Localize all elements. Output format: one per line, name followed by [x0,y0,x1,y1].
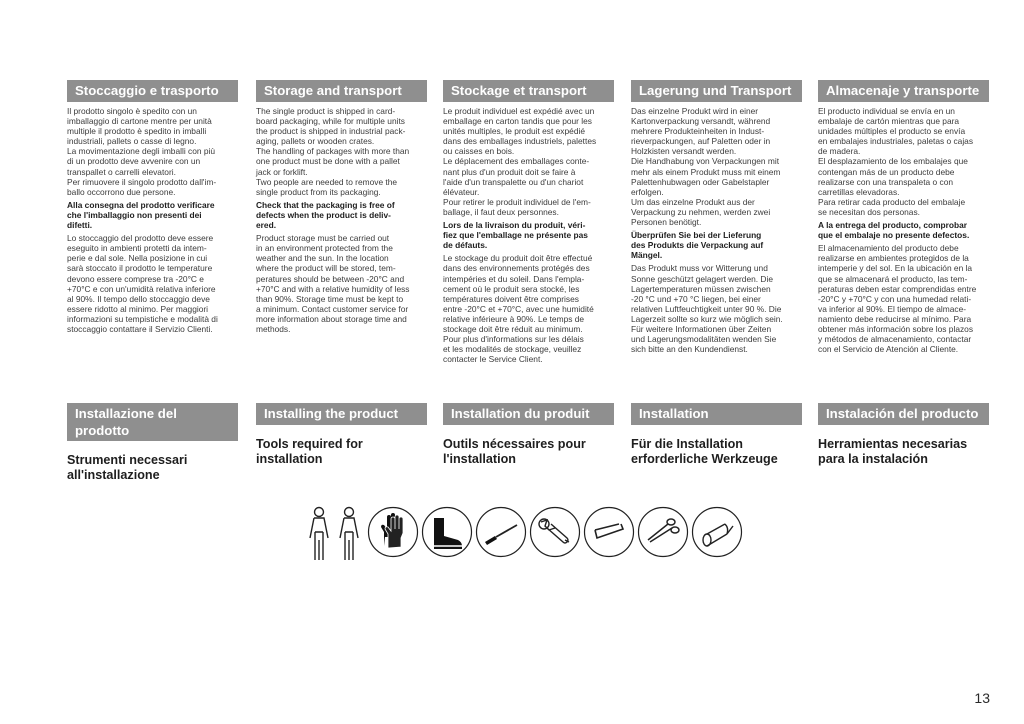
installation-it [67,403,238,483]
section-heading: Storage and transport [256,80,427,102]
person-icon [335,506,363,564]
tools-required-label: Outils nécessaires pour l'installation [443,437,586,466]
installation-heading: Installation du produit [443,403,614,425]
tape-roll-icon [691,506,743,558]
paragraph-bold: Check that the packaging is free of defects when the product is deliv- ered. [256,199,395,231]
section-body [818,106,989,354]
section-body [443,106,614,364]
section-heading: Stockage et transport [443,80,614,102]
person-icon [305,506,333,564]
paragraph: Das Produkt muss vor Witterung und Sonne geschützt gelagert werden. Die Lagertemperaturen müssen zwischen -20 °C und +70 °C liegen, bei einer relativen Luftfeuchtigkeit unter 90 %. Die Lagerzeit sollte so kurz wie möglich sein. Für weitere Informationen über Zeiten und Lagerungsmodalitäten wenden Sie sich bitte an den Kundendienst. [631,263,783,355]
screwdriver-icon [475,506,527,558]
installation-heading: Installazione del prodotto [67,403,238,441]
installation-es [818,403,989,467]
paragraph: Product storage must be carried out in an environment protected from the weather and the sun. In the location where the product will be stored, tem- peratures should be between -20°C and +70°C and with a relative humidity of less than 90%. Storage time must be kept to a minimum. Contact customer service for more information about storage time and methods. [256,233,410,334]
column-de [631,80,802,357]
installation-heading: Instalación del producto [818,403,989,425]
paragraph: El almacenamiento del producto debe realizarse en ambientes protegidos de la intemperie y del sol. En la ubicación en la que se almacenará el producto, las tem- peraturas deben estar comprendidas entre -20°C y +70°C y con una humedad relati- va inferior al 90%. El tiempo de almace- namiento debe reducirse al mínimo. Para obtener más información sobre los plazos y métodos de almacenamiento, contactar con el Servicio de Atención al Cliente. [818,243,977,355]
allen-key-icon [583,506,635,558]
paragraph: Lo stoccaggio del prodotto deve essere eseguito in ambienti protetti da intem- perie e dal sole. Nella posizione in cui sarà stoccato il prodotto le temperature devono essere comprese tra -20°C e +70°C e con un'umidità relativa inferiore al 90%. Il tempo dello stoccaggio deve essere ridotto al minimo. Per maggiori informazioni su tempistiche e modalità di stoccaggio contattare il Servizio Clienti. [67,233,218,334]
paragraph: Das einzelne Produkt wird in einer Kartonverpackung versandt, während mehrere Produkteinheiten in Indust- rieverpackungen, auf Paletten oder in Holzkisten versandt werden. Die Handhabung von Verpackungen mit mehr als einem Produkt muss mit einem Palettenhubwagen oder Gabelstapler erfolgen. Um das einzelne Produkt aus der Verpackung zu nehmen, werden zwei Personen benötigt. [631,106,781,228]
paragraph: El producto individual se envía en un embalaje de cartón mientras que para unidades múltiples el producto se envía en embalajes industriales, paletas o cajas de madera. El desplazamiento de los embalajes que contengan más de un producto debe realizarse con una transpaleta o con carretillas elevadoras. Para retirar cada producto del embalaje se necesitan dos personas. [818,106,974,217]
paragraph: The single product is shipped in card- board packaging, while for multiple units the product is shipped in industrial pack- aging, pallets or wooden crates. The handling of packages with more than one product must be done with a pallet jack or forklift. Two people are needed to remove the single product from its packaging. [256,106,410,197]
section-heading: Stoccaggio e trasporto [67,80,238,102]
tools-required-label: Tools required for installation [256,437,363,466]
installation-en [256,403,427,467]
section-heading: Lagerung und Transport [631,80,802,102]
tools-required-label: Für die Installation erforderliche Werkzeuge [631,437,778,466]
paragraph-bold: Alla consegna del prodotto verificare che l'imballaggio non presenti dei difetti. [67,199,215,231]
column-fr [443,80,614,367]
paragraph: Le stockage du produit doit être effectué dans des environnements protégés des intempéries et du soleil. Dans l'empla- cement où le produit sera stocké, les températures doivent être comprises entre -20°C et +70°C, avec une humidité relative inférieure à 90%. Le temps de stockage doit être réduit au minimum. Pour plus d'informations sur les délais et les modalités de stockage, veuillez contacter le Service Client. [443,253,594,365]
page-number: 13 [974,690,990,706]
gloves-icon [367,506,419,558]
paragraph-bold: A la entrega del producto, comprobar que el embalaje no presente defectos. [818,220,970,241]
paragraph-bold: Überprüfen Sie bei der Lieferung des Produkts die Verpackung auf Mängel. [631,230,764,261]
section-body [67,106,238,334]
wrench-icon [529,506,581,558]
installation-de [631,403,802,467]
column-es [818,80,989,357]
paragraph: Le produit individuel est expédié avec un emballage en carton tandis que pour les unités multiples, le produit est expédié dans des emballages industriels, palettes ou caisses en bois. Le déplacement des emballages conte- nant plus d'un produit doit se faire à l'aide d'un transpalette ou d'un chariot élévateur. Pour retirer le produit individuel de l'em- ballage, il faut deux personnes. [443,106,597,217]
tools-required-label: Herramientas necesarias para la instalación [818,437,968,466]
section-body [256,106,427,334]
tools-required-label: Strumenti necessari all'installazione [67,453,188,482]
safety-boots-icon [421,506,473,558]
paragraph-bold: Lors de la livraison du produit, véri- fiez que l'emballage ne présente pas de défauts. [443,220,588,251]
installation-heading: Installing the product [256,403,427,425]
column-en [256,80,427,337]
column-it [67,80,238,337]
installation-fr [443,403,614,467]
section-heading: Almacenaje y transporte [818,80,989,102]
section-body [631,106,802,354]
paragraph: Il prodotto singolo è spedito con un imballaggio di cartone mentre per unità multiple il prodotto è spedito in imballi industriali, pallets o casse di legno. La movimentazione degli imballi con più di un prodotto deve avvenire con un transpallet o carrelli elevatori. Per rimuovere il singolo prodotto dall'im- ballo occorrono due persone. [67,106,217,197]
installation-heading: Installation [631,403,802,425]
scissors-icon [637,506,689,558]
